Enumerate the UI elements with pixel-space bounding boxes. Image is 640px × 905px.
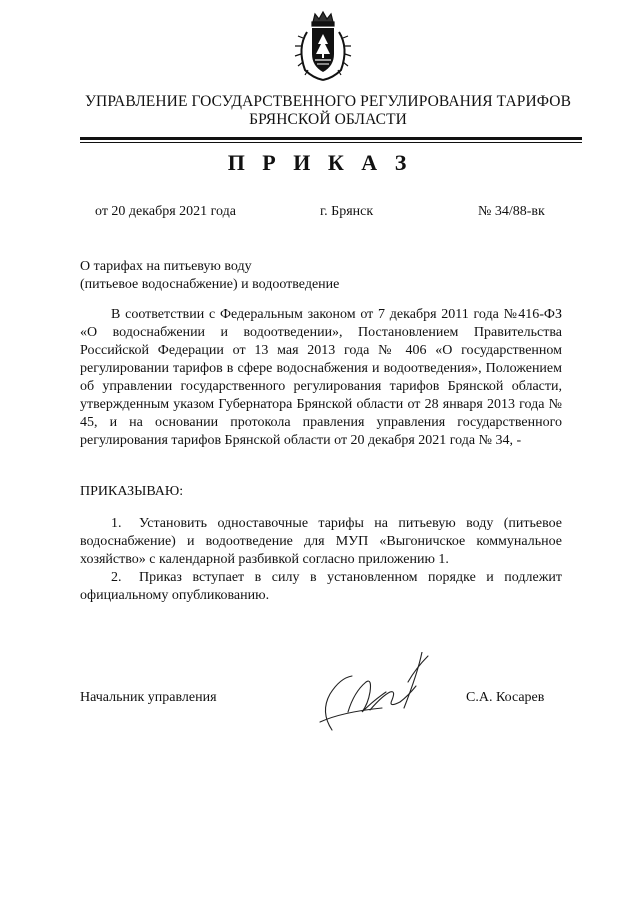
signatory-position: Начальник управления (80, 690, 217, 705)
subject-line2: (питьевое водоснабжение) и водоотведение (80, 277, 340, 292)
document-city: г. Брянск (320, 204, 374, 219)
subject-line1: О тарифах на питьевую воду (80, 259, 252, 274)
signature-icon (312, 652, 442, 732)
order-item-1 (80, 515, 562, 569)
signatory-name: С.А. Косарев (466, 690, 545, 705)
document-number: № 34/88-вк (478, 204, 545, 219)
preamble-paragraph: В соответствии с Федеральным законом от 7 декабря 2011 года №416-ФЗ «О водоснабжении и водоотведении», Постановлением Правительства Российской Федерации от 13 мая 2013 года № 406 «О государственном регулировании тарифов в сфере водоснабжения и водоотведения», Положением об управлении государственного регулирования тарифов Брянской области, утвержденным указом Губернатора Брянской области от 28 января 2013 года № 45, и на основании протокола правления управления государственного регулирования тарифов Брянской области от 20 декабря 2021 года № 34, - (80, 307, 562, 448)
document-date: от 20 декабря 2021 года (95, 204, 236, 219)
order-item-text: Приказ вступает в силу в установленном порядке и подлежит официальному опубликованию. (80, 570, 562, 603)
order-items (80, 515, 562, 605)
header-divider-thick (80, 137, 582, 140)
order-item-number: 1. (111, 516, 122, 531)
order-item-2 (80, 569, 562, 605)
order-item-number: 2. (111, 570, 122, 585)
header-divider-thin (80, 142, 582, 143)
document-title: П Р И К А З (227, 150, 413, 175)
organization-name-line1: УПРАВЛЕНИЕ ГОСУДАРСТВЕННОГО РЕГУЛИРОВАНИЯ ТАРИФОВ (84, 93, 572, 110)
organization-name-line2: БРЯНСКОЙ ОБЛАСТИ (249, 111, 407, 128)
coat-of-arms-icon (293, 10, 353, 82)
document-subject (80, 258, 339, 294)
organization-name (0, 93, 640, 129)
order-item-text: Установить одноставочные тарифы на питьевую воду (питьевое водоснабжение) и водоотведение для МУП «Выгоничское коммунальное хозяйство» с календарной разбивкой согласно приложению 1. (80, 516, 562, 567)
order-word: ПРИКАЗЫВАЮ: (80, 484, 184, 499)
